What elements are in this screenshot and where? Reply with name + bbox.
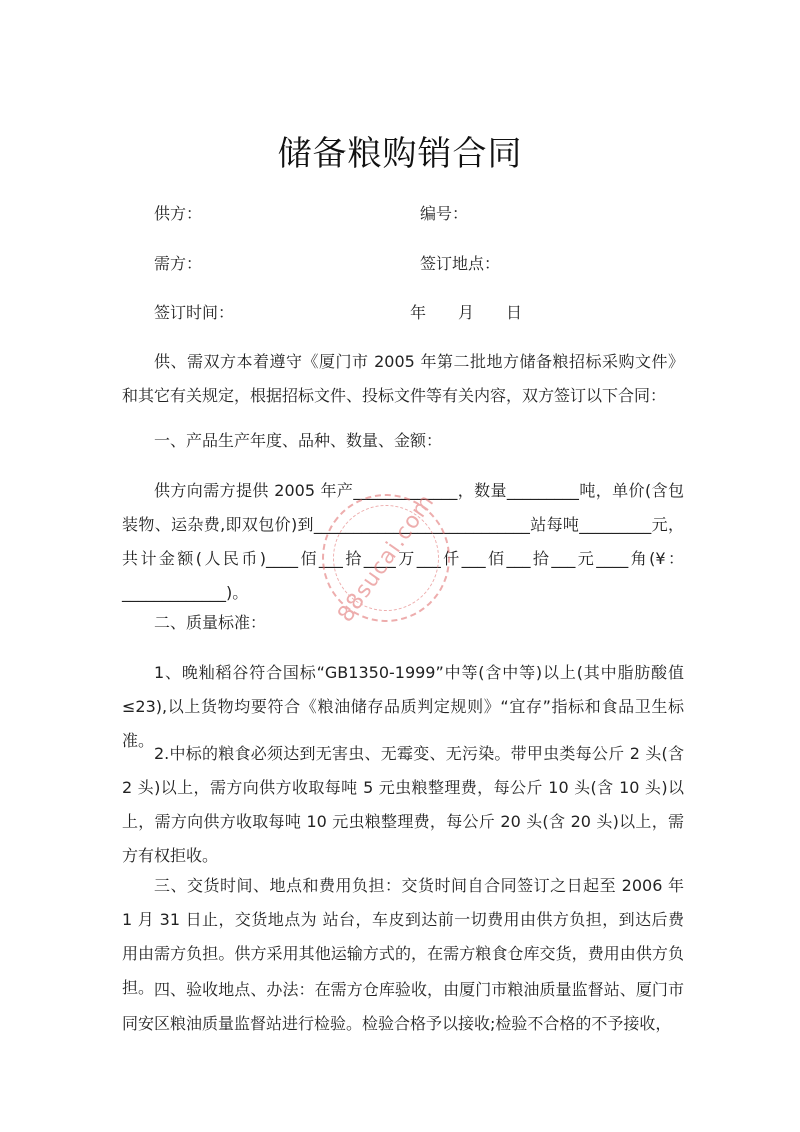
supplier-label: 供方： (154, 204, 203, 223)
section1-heading: 一、产品生产年度、品种、数量、金额： (154, 431, 443, 450)
intro-paragraph: 供、需双方本着遵守《厦门市 2005 年第二批地方储备粮招标采购文件》和其它有关规定，根据招标文件、投标文件等有关内容，双方签订以下合同： (122, 352, 684, 405)
sign-time-label: 签订时间： (154, 303, 235, 322)
section2-item2: 2.中标的粮食必须达到无害虫、无霉变、无污染。带甲虫类每公斤 2 头(含 2 头)以上，需方向供方收取每吨 5 元虫粮整理费，每公斤 10 头(含 10 头)以上，需方向供方收取每吨 10 元虫粮整理费，每公斤 20 头(含 20 头)以上，需方有权拒收。 (122, 744, 684, 865)
section2-heading: 二、质量标准： (154, 613, 267, 632)
watermark-text: 88sucai.com (312, 484, 460, 632)
section3-paragraph: 三、交货时间、地点和费用负担：交货时间自合同签订之日起至 2006 年 1 月 31 日止，交货地点为 站台，车皮到达前一切费用由供方负担，到达后费用由需方负担。供方采用其他运输方式的，在需方粮食仓库交货，费用由供方负担。 (122, 876, 684, 997)
page-title: 储备粮购销合同 (277, 134, 523, 174)
sign-date-marks: 年 月 日 (410, 303, 523, 322)
section1-body: 供方向需方提供 2005 年产_____________，数量_________吨，单价(含包装物、运杂费,即双包价)到___________________________站每吨_________元，共计金额(人民币)____佰___拾____万___仟___佰___拾___元____角(¥：_____________)。 (122, 481, 684, 602)
buyer-label: 需方： (154, 254, 203, 273)
section2-item1: 1、晚籼稻谷符合国标“GB1350-1999”中等(含中等)以上(其中脂肪酸值≤23),以上货物均要符合《粮油储存品质判定规则》“宜存”指标和食品卫生标准。 (122, 663, 684, 750)
number-label: 编号： (420, 204, 469, 223)
sign-place-label: 签订地点： (420, 254, 501, 273)
section4-paragraph: 四、验收地点、办法：在需方仓库验收，由厦门市粮油质量监督站、厦门市同安区粮油质量监督站进行检验。检验合格予以接收;检验不合格的不予接收， (122, 980, 684, 1033)
